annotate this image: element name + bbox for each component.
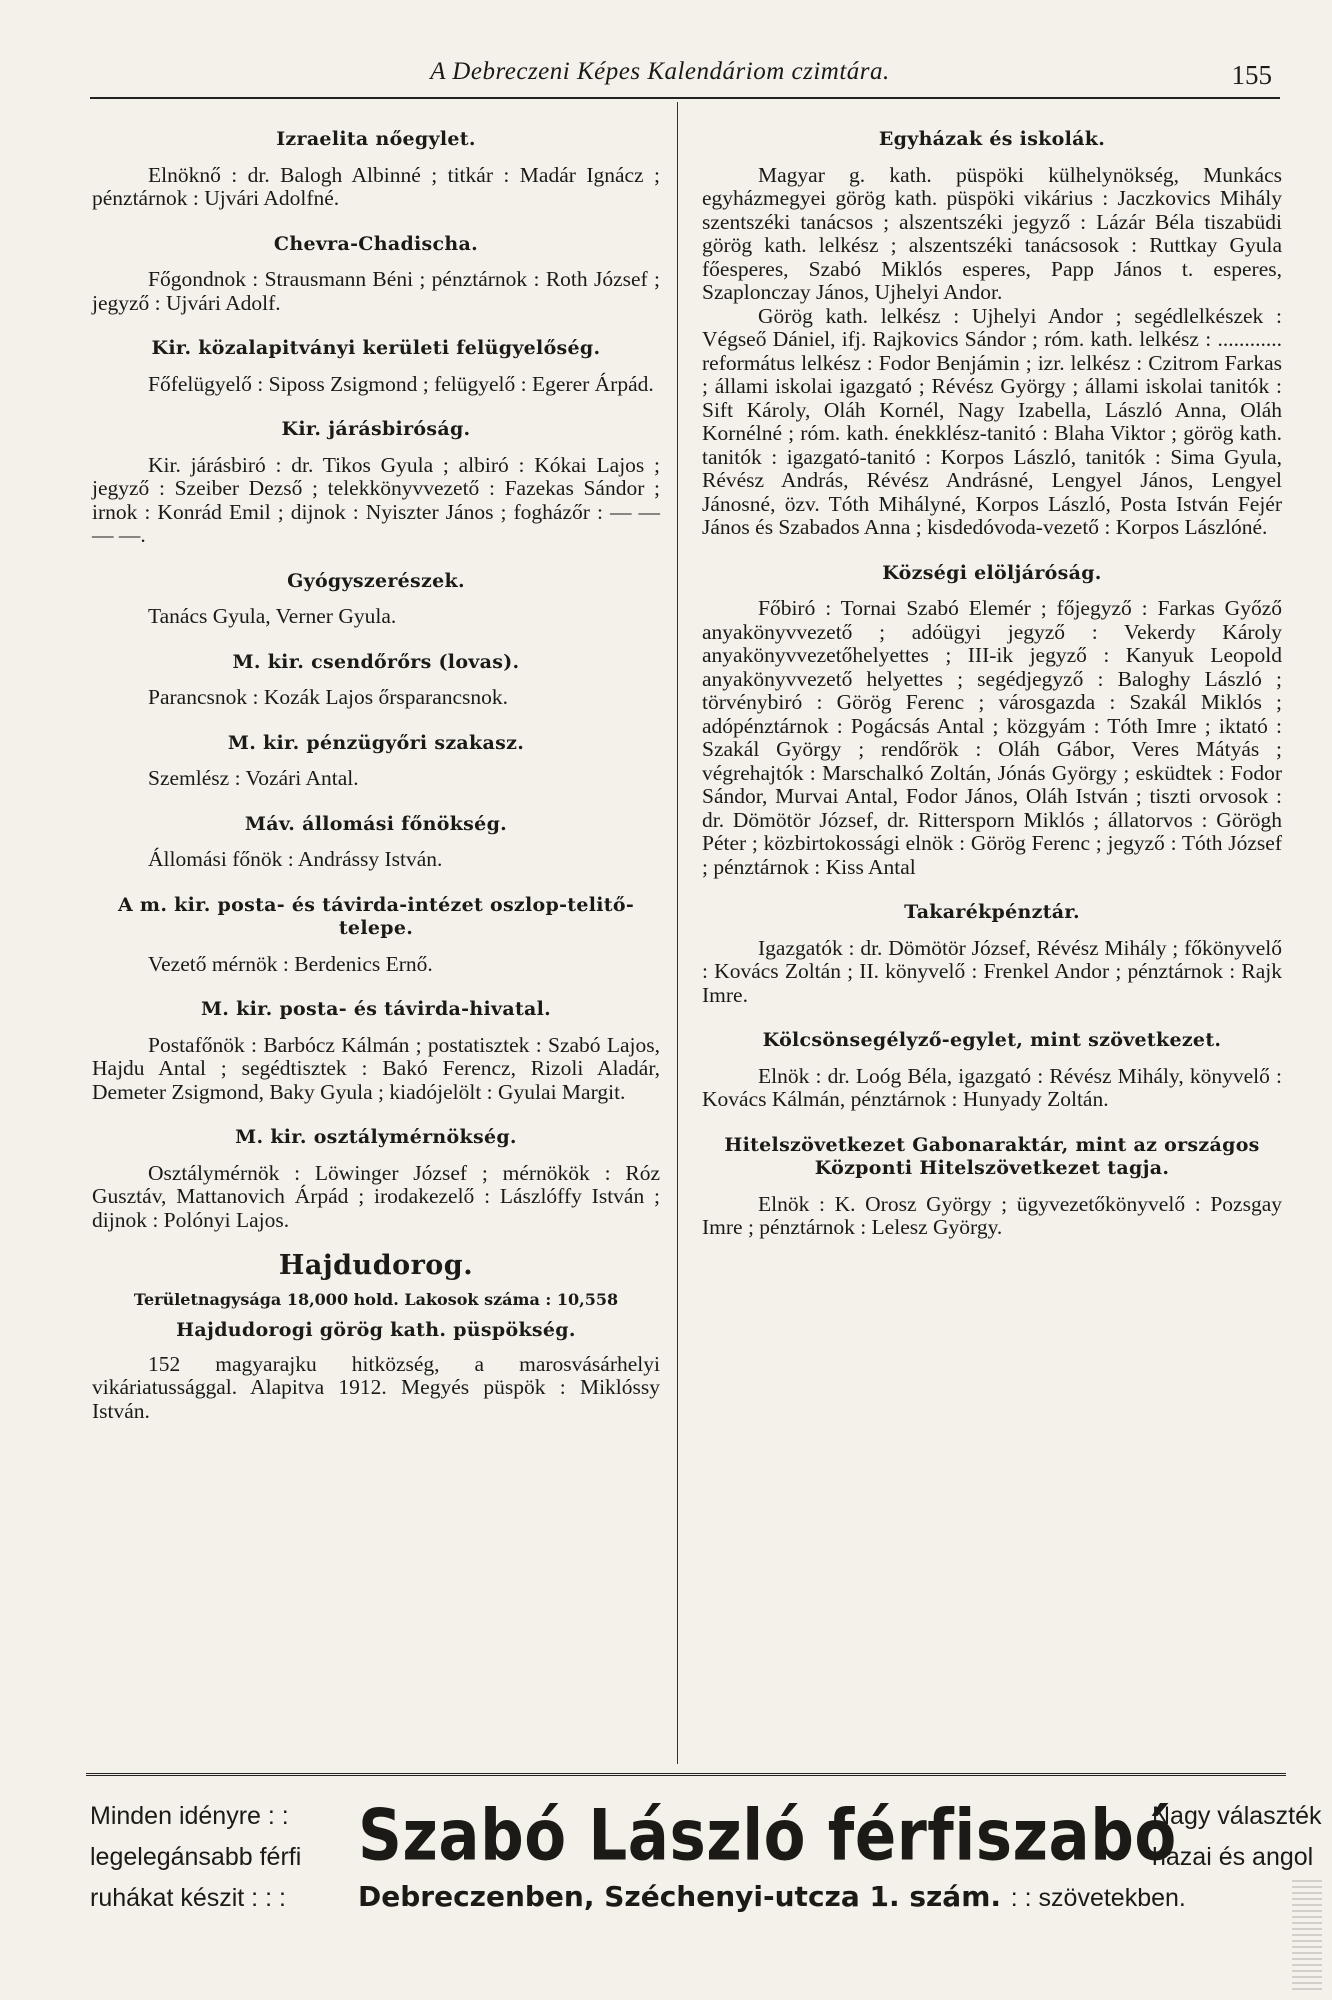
section-hitelszovetkezet	[702, 1134, 1282, 1240]
ad-left-line: ruhákat készit : : :	[90, 1884, 286, 1912]
ad-left-line: legelegánsabb férfi	[90, 1843, 302, 1871]
advertisement-rule	[86, 1773, 1286, 1776]
ad-center	[358, 1794, 1186, 1915]
section-heading: A m. kir. posta- és távirda-intézet oszlop-telitő-telepe.	[117, 893, 635, 939]
section-heading: Egyházak és iskolák.	[878, 128, 1106, 150]
header-rule	[90, 97, 1280, 99]
section-heading: Máv. állomási főnökség.	[244, 812, 508, 835]
column-divider	[677, 102, 678, 1764]
section-chevra-chadischa	[92, 233, 660, 316]
section-heading: Hajdudorogi görög kath. püspökség.	[176, 1319, 576, 1341]
section-heading: Takarékpénztár.	[904, 901, 1080, 923]
section-text: Postafőnök : Barbócz Kálmán ; postatisztek : Szabó Lajos, Hajdu Antal ; segédtisztek : Bakó Ferencz, Rizoli Aladár, Demeter Zsigmond, Baky Gyula ; kiadójelölt : Gyulai Margit.	[92, 1032, 660, 1104]
section-gyogyszereszek	[92, 570, 660, 629]
section-heading: M. kir. osztálymérnökség.	[235, 1126, 517, 1148]
section-text: Szemlész : Vozári Antal.	[148, 766, 359, 790]
section-allomasi-fonokseg	[92, 813, 660, 872]
section-posta-tavirda-hivatal	[92, 998, 660, 1104]
section-takarekpenztar	[702, 901, 1282, 1007]
section-izraelita-noegylet	[92, 128, 660, 211]
section-kolcsonsegelyzo-egylet	[702, 1029, 1282, 1112]
section-heading: Kölcsönsegélyző-egylet, mint szövetkezet.	[762, 1029, 1222, 1051]
advertisement	[90, 1794, 1322, 1956]
section-text: Állomási főnök : Andrássy István.	[148, 847, 443, 871]
section-text: Elnök : K. Orosz György ; ügyvezetőkönyvelő : Pozsgay Imre ; pénztárnok : Lelesz György.	[702, 1191, 1282, 1239]
section-oszloptelito-telep	[92, 894, 660, 977]
section-egyhazak-iskolak	[702, 128, 1282, 540]
section-text: Vezető mérnök : Berdenics Ernő.	[148, 951, 433, 976]
section-heading: Kir. járásbiróság.	[281, 418, 471, 440]
section-text: Tanács Gyula, Verner Gyula.	[148, 604, 397, 628]
town-title: Hajdudorog.	[278, 1250, 474, 1281]
ad-right-line: Nagy választék	[1152, 1802, 1322, 1830]
section-text: Igazgatók : dr. Dömötör József, Révész Mihály ; főkönyvelő : Kovács Zoltán ; II. könyvelő : Frenkel Andor ; pénztárnok : Rajk Imre.	[702, 935, 1282, 1007]
section-puspokseg	[92, 1319, 660, 1423]
section-heading: Izraelita nőegylet.	[276, 128, 476, 150]
town-stats: Területnagysága 18,000 hold. Lakosok száma : 10,558	[133, 1289, 619, 1309]
section-jarasbirosag	[92, 418, 660, 548]
section-text: Főbiró : Tornai Szabó Elemér ; főjegyző : Farkas Győző anyakönyvvezető ; adóügyi jegyző : Vekerdy Károly anyakönyvvezetőhelyettes ; III-ik jegyző : Kanyuk Leopold anyakönyvvezető helyettes ; segédjegyző : Baloghy László ; törvénybiró : Görög Ferenc ; városgazda : Szakál Miklós ; adópénztárnok : Pogácsás Antal ; közgyám : Tóth Imre ; iktató : Szakál György ; rendőrök : Oláh Gábor, Veres Mátyás ; végrehajtók : Marschalkó Zoltán, Jónás György ; esküdtek : Fodor Sándor, Murvai Antal, Fodor János, Oláh István ; tiszti orvosok : dr. Dömötör József, dr. Rittersporn Miklós ; állatorvos : Görögh Péter ; közbirtokossági elnök : Görög Ferenc ; jegyző : Tóth József ; pénztárnok : Kiss Antal	[702, 596, 1282, 879]
running-header	[90, 58, 1290, 102]
section-penzugyori-szakasz	[92, 732, 660, 791]
ad-right-line: hazai és angol	[1152, 1843, 1314, 1871]
section-heading: Hitelszövetkezet Gabonaraktár, mint az országos Központi Hitelszövetkezet tagja.	[724, 1133, 1260, 1179]
section-text: Főgondnok : Strausmann Béni ; pénztárnok : Roth József ; jegyző : Ujvári Adolf.	[92, 267, 660, 315]
section-text: 152 magyarajku hitközség, a marosvásárhelyi vikáriatussággal. Alapitva 1912. Megyés püspök : Miklóssy István.	[92, 1351, 660, 1423]
section-csendororts	[92, 651, 660, 710]
ad-address-tail: : : szövetekben.	[1010, 1884, 1186, 1912]
ad-address-text: Debreczenben, Széchenyi-utcza 1. szám.	[358, 1880, 1002, 1913]
ad-left-text	[90, 1796, 330, 1919]
section-heading: M. kir. pénzügyőri szakasz.	[227, 731, 525, 754]
section-kozsegi-eloljarosag	[702, 562, 1282, 880]
ad-left-line: Minden idényre : :	[90, 1802, 289, 1830]
right-column	[702, 128, 1282, 1262]
section-osztalymernokseg	[92, 1126, 660, 1232]
ad-tailor-name: Szabó László férfiszabó	[358, 1794, 1177, 1877]
section-heading: Kir. közalapitványi kerületi felügyelőség.	[151, 337, 601, 359]
section-text: Elnök : dr. Loóg Béla, igazgató : Révész Mihály, könyvelő : Kovács Kálmán, pénztárnok : Hunyady Zoltán.	[702, 1063, 1282, 1111]
scan-edge-artifact	[1292, 1880, 1322, 1990]
section-text: Görög kath. lelkész : Ujhelyi Andor ; segédlelkészek : Végseő Dániel, ifj. Rajkovics Sándor ; róm. kath. lelkész : ............ református lelkész : Fodor Benjámin ; izr. lelkész : Czitrom Farkas ; állami iskolai igazgató ; Révész György ; állami iskolai tanitók : Sift Károly, Oláh Kornél, Nagy Izabella, László Anna, Oláh Kornélné ; róm. kath. énekklész-tanitó : Blaha Viktor ; görög kath. tanitók : igazgató-tanitó : Korpos László, tanitók : Sima Gyula, Révész András, Révész Andrásné, Lengyel János, Lengyel Jánosné, özv. Tóth Mihályné, Korpos László, Posta István Fejér János és Szabados Anna ; kisdedóvoda-vezető : Korpos Lászlóné.	[702, 303, 1282, 539]
section-heading: Chevra-Chadischa.	[273, 232, 479, 255]
left-column	[92, 128, 660, 1445]
section-text: Magyar g. kath. püspöki külhelynökség, Munkács egyházmegyei görög kath. püspöki vikárius : Jaczkovics Mihály szentszéki tanácsos ; alszentszéki jegyző : Lázár Béla tiszabüdi görög kath. lelkész ; alszentszéki tanácsosok : Ruttkay Gyula főesperes, Szabó Miklós esperes, Papp János t. esperes, Szaplonczay János, Ujhelyi Andor.	[702, 162, 1282, 304]
ad-address	[358, 1880, 1186, 1915]
section-text: Osztálymérnök : Löwinger József ; mérnökök : Róz Gusztáv, Mattanovich Árpád ; irodakezelő : Lászlóffy István ; dijnok : Polónyi Lajos.	[92, 1160, 660, 1232]
section-text: Parancsnok : Kozák Lajos őrsparancsnok.	[148, 685, 509, 709]
section-heading: M. kir. csendőrőrs (lovas).	[232, 650, 520, 673]
section-felugyeloseg	[92, 337, 660, 396]
section-heading: M. kir. posta- és távirda-hivatal.	[200, 998, 552, 1020]
ad-right-text	[1152, 1796, 1332, 1878]
running-title: A Debreczeni Képes Kalendáriom czimtára.	[430, 58, 890, 85]
section-text: Kir. járásbiró : dr. Tikos Gyula ; albiró : Kókai Lajos ; jegyző : Szeiber Dezső ; telekkönyvvezető : Fazekas Sándor ; irnok : Konrád Emil ; dijnok : Nyiszter János ; fogházőr : — — — —.	[92, 452, 660, 547]
page-number: 155	[1231, 60, 1272, 90]
section-text: Főfelügyelő : Siposs Zsigmond ; felügyelő : Egerer Árpád.	[148, 371, 654, 396]
section-text: Elnöknő : dr. Balogh Albinné ; titkár : Madár Ignácz ; pénztárnok : Ujvári Adolfné.	[92, 162, 660, 210]
section-heading: Gyógyszerészek.	[287, 569, 465, 592]
section-heading: Községi elöljáróság.	[882, 561, 1102, 584]
